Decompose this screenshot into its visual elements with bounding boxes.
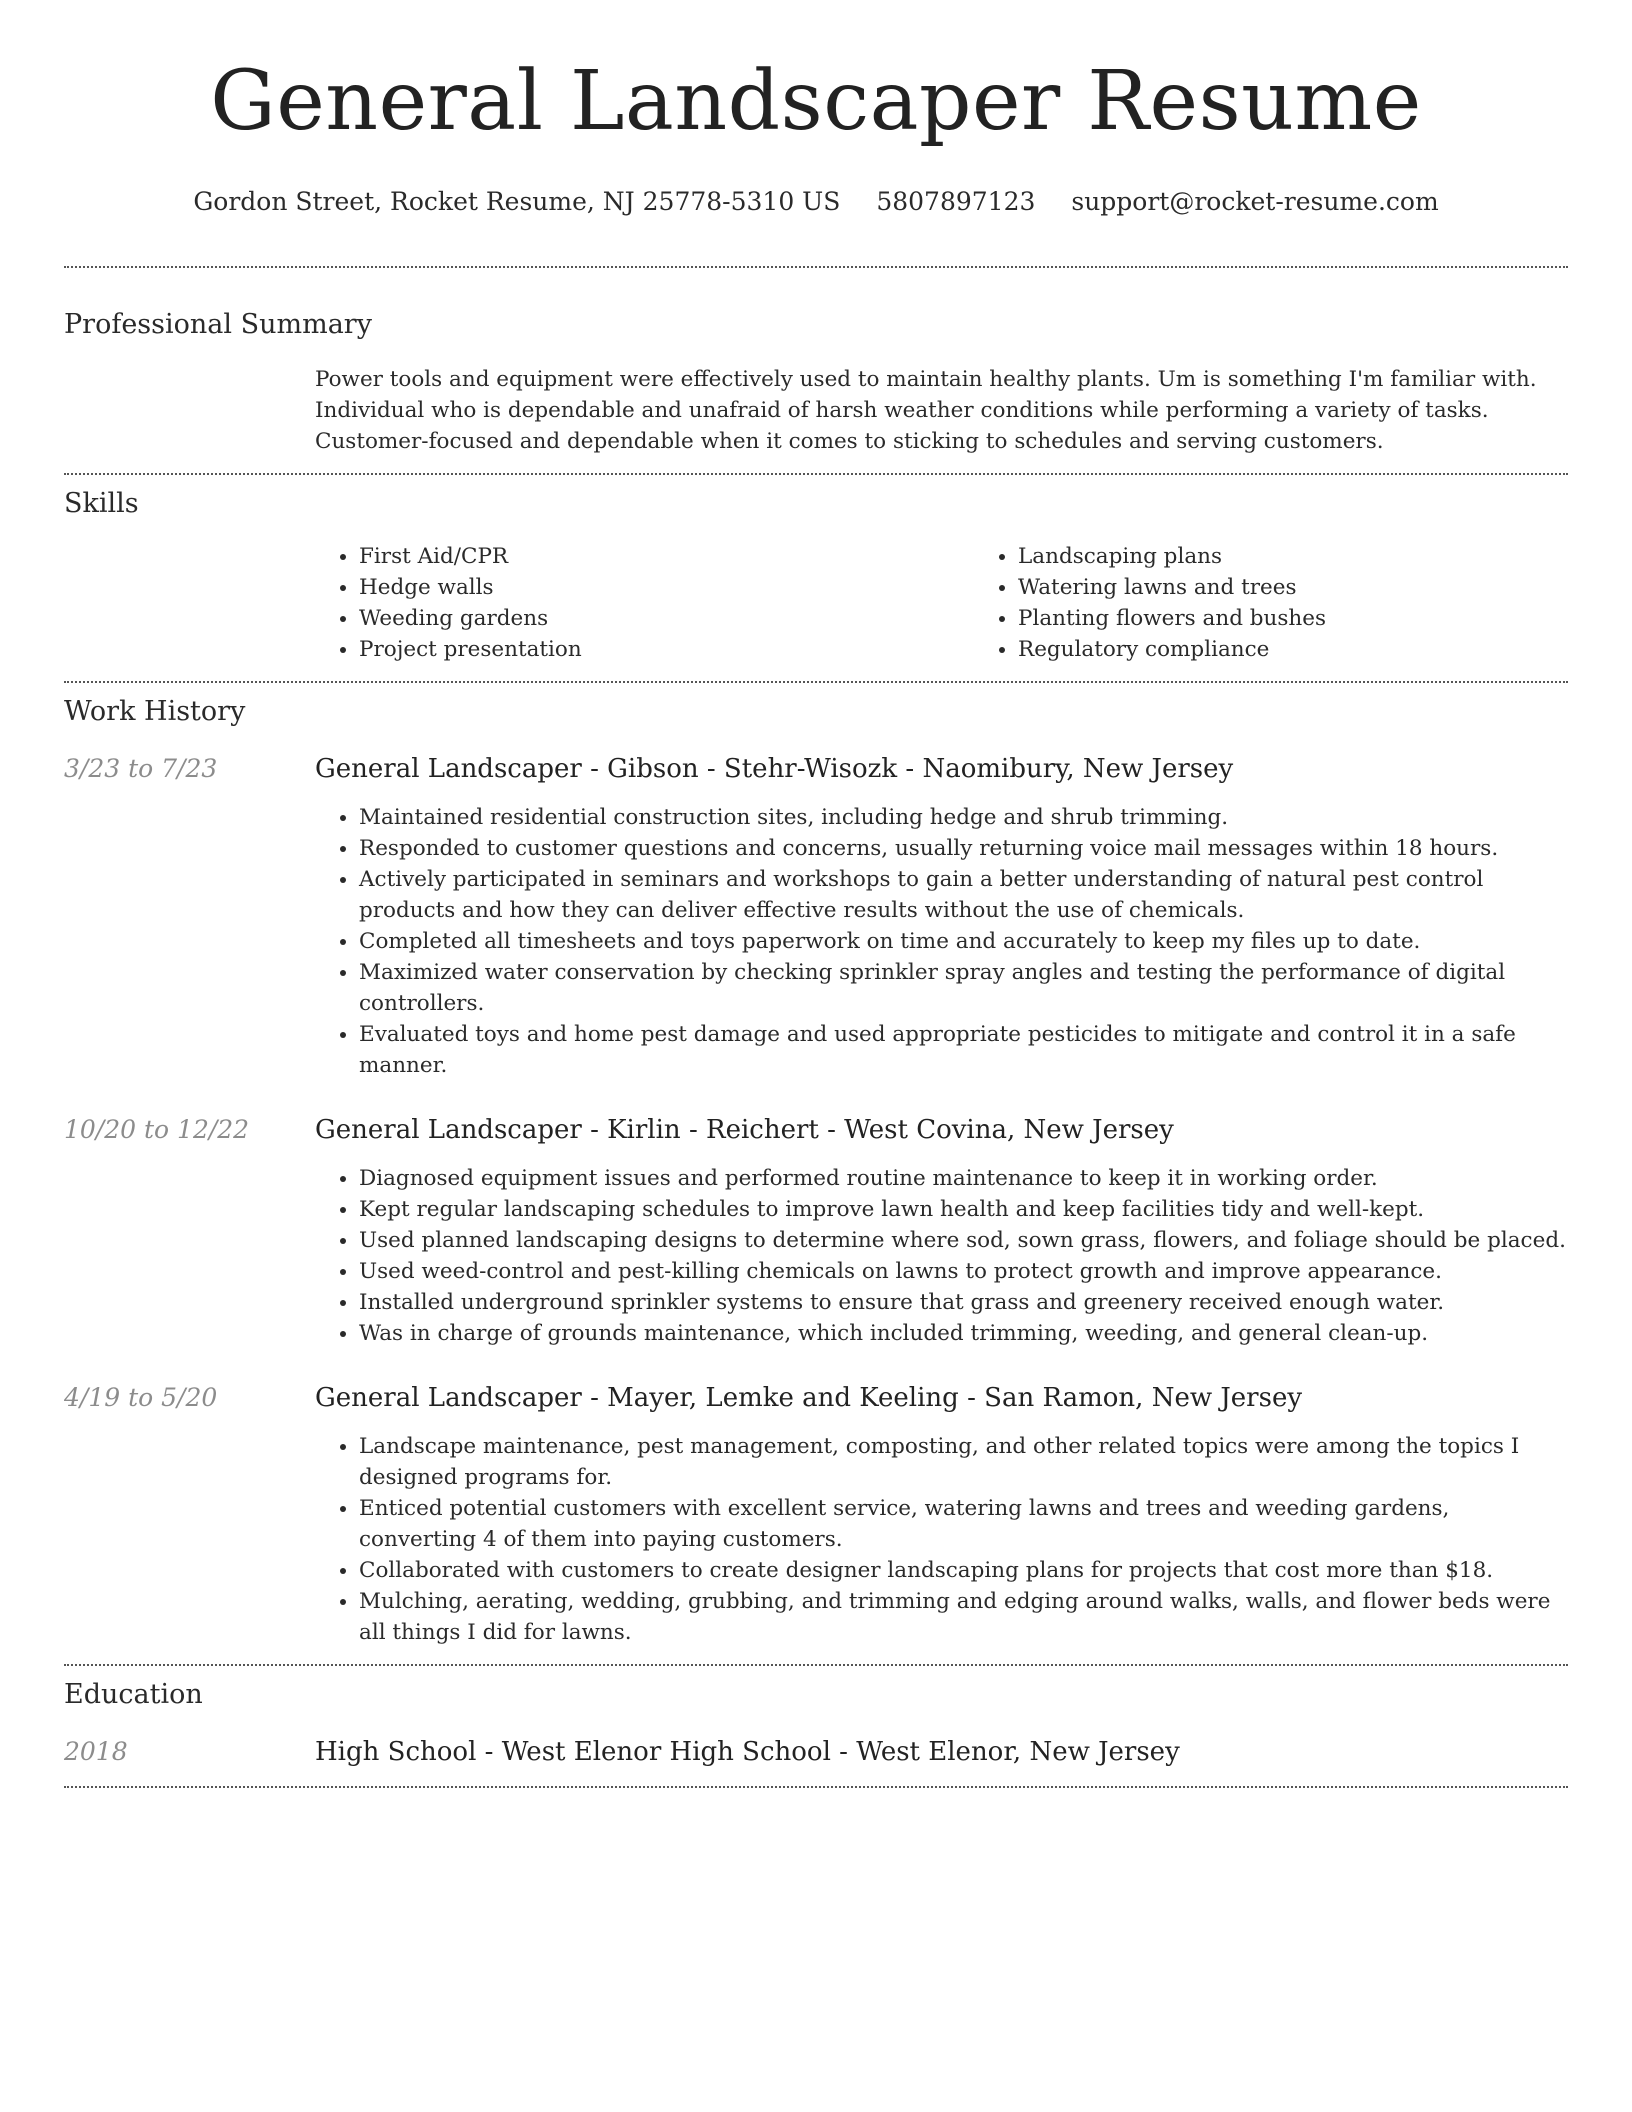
skill-item: • Weeding gardens (359, 603, 974, 634)
contact-line (64, 186, 1568, 218)
summary-text: Power tools and equipment were effectively used to maintain healthy plants. Um is something I'm familiar with. Individual who is dependable and unafraid of harsh weather conditions while performing a variety of tasks. Customer-focused and dependable when it comes to sticking to schedules and serving customers. (315, 367, 1537, 454)
job-bullet: • Enticed potential customers with excellent service, watering lawns and trees and weeding gardens, converting 4 of them into paying customers. (359, 1493, 1568, 1555)
education-section (64, 1678, 1568, 1768)
job-bullets (315, 1431, 1568, 1648)
job-heading: General Landscaper - Gibson - Stehr-Wisozk - Naomibury, New Jersey (315, 754, 1234, 784)
job-entry (64, 1382, 1568, 1648)
divider (64, 1786, 1568, 1788)
job-entry (64, 1114, 1568, 1349)
divider (64, 266, 1568, 268)
job-date: 3/23 to 7/23 (64, 754, 218, 783)
job-bullet: • Completed all timesheets and toys paperwork on time and accurately to keep my files up to date. (359, 926, 1568, 957)
education-date: 2018 (64, 1737, 128, 1766)
job-bullet: • Landscape maintenance, pest management, composting, and other related topics were among the topics I designed programs for. (359, 1431, 1568, 1493)
job-bullets (315, 802, 1568, 1081)
job-bullet: • Evaluated toys and home pest damage and used appropriate pesticides to mitigate and control it in a safe manner. (359, 1019, 1568, 1081)
skill-item: • First Aid/CPR (359, 541, 974, 572)
contact-email: support@rocket-resume.com (1071, 187, 1439, 216)
skill-item: • Project presentation (359, 634, 974, 665)
job-bullet: • Used planned landscaping designs to determine where sod, sown grass, flowers, and foliage should be placed. (359, 1225, 1568, 1256)
job-date: 4/19 to 5/20 (64, 1383, 218, 1412)
job-bullet: • Maintained residential construction sites, including hedge and shrub trimming. (359, 802, 1568, 833)
summary-section (64, 308, 1568, 457)
job-bullet: • Was in charge of grounds maintenance, which included trimming, weeding, and general clean-up. (359, 1318, 1568, 1349)
contact-address: Gordon Street, Rocket Resume, NJ 25778-5310 US (193, 187, 841, 216)
skill-item: • Hedge walls (359, 572, 974, 603)
job-bullet: • Diagnosed equipment issues and performed routine maintenance to keep it in working order. (359, 1163, 1568, 1194)
job-bullet: • Kept regular landscaping schedules to improve lawn health and keep facilities tidy and well-kept. (359, 1194, 1568, 1225)
job-heading: General Landscaper - Kirlin - Reichert - West Covina, New Jersey (315, 1115, 1174, 1145)
job-bullet: • Used weed-control and pest-killing chemicals on lawns to protect growth and improve appearance. (359, 1256, 1568, 1287)
job-bullet: • Installed underground sprinkler systems to ensure that grass and greenery received enough water. (359, 1287, 1568, 1318)
job-bullets (315, 1163, 1568, 1349)
skills-heading: Skills (64, 488, 139, 519)
skill-item: • Landscaping plans (1018, 541, 1632, 572)
job-heading: General Landscaper - Mayer, Lemke and Keeling - San Ramon, New Jersey (315, 1383, 1303, 1413)
job-entry (64, 753, 1568, 1081)
skill-item: • Regulatory compliance (1018, 634, 1632, 665)
job-bullet: • Mulching, aerating, wedding, grubbing, and trimming and edging around walks, walls, and flower beds were all things I did for lawns. (359, 1586, 1568, 1648)
job-bullet: • Responded to customer questions and concerns, usually returning voice mail messages within 18 hours. (359, 833, 1568, 864)
education-heading-line: High School - West Elenor High School - West Elenor, New Jersey (315, 1737, 1180, 1767)
divider (64, 473, 1568, 475)
summary-heading: Professional Summary (64, 309, 372, 340)
work-history-section (64, 695, 1568, 1648)
resume-title: General Landscaper Resume (210, 54, 1422, 149)
divider (64, 681, 1568, 683)
divider (64, 1664, 1568, 1666)
job-bullet: • Collaborated with customers to create designer landscaping plans for projects that cost more than $18. (359, 1555, 1568, 1586)
job-date: 10/20 to 12/22 (64, 1115, 250, 1144)
job-bullet: • Maximized water conservation by checking sprinkler spray angles and testing the performance of digital controllers. (359, 957, 1568, 1019)
skills-column-1 (315, 541, 974, 665)
job-bullet: • Actively participated in seminars and workshops to gain a better understanding of natural pest control products and how they can deliver effective results without the use of chemicals. (359, 864, 1568, 926)
work-history-heading: Work History (64, 696, 246, 727)
skill-item: • Planting flowers and bushes (1018, 603, 1632, 634)
skills-section (64, 487, 1568, 665)
skill-item: • Watering lawns and trees (1018, 572, 1632, 603)
education-heading: Education (64, 1679, 203, 1710)
skills-column-2 (974, 541, 1632, 665)
skills-list (315, 541, 1632, 665)
education-entry (64, 1736, 1568, 1768)
contact-phone: 5807897123 (876, 187, 1036, 216)
